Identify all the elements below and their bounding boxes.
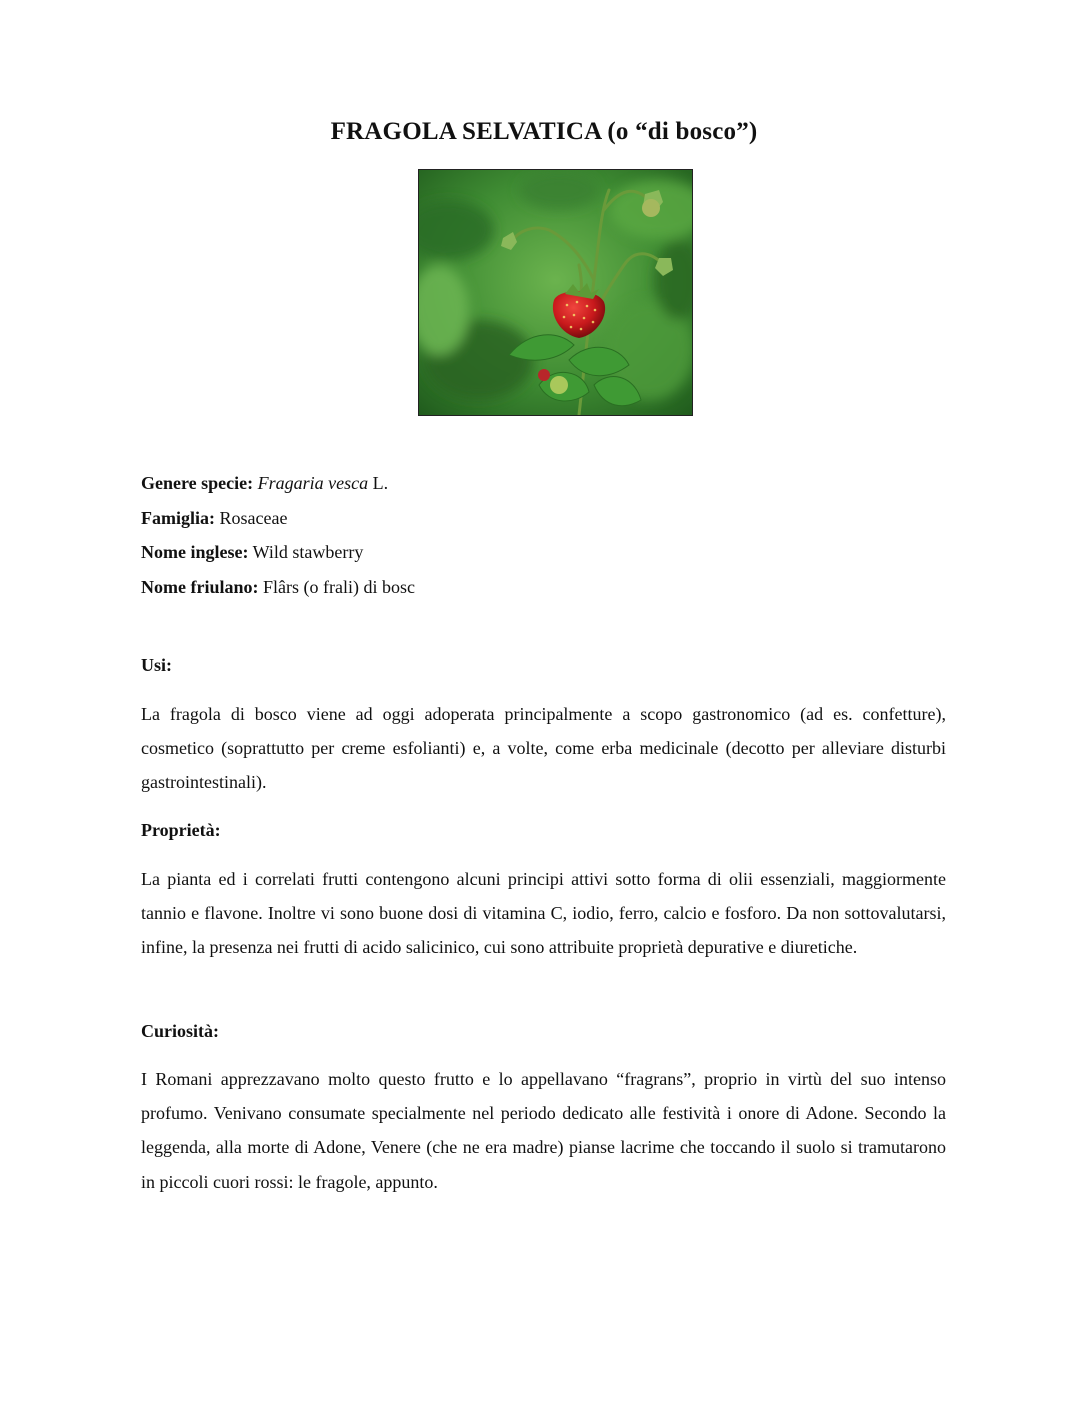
nome-inglese-row — [141, 535, 415, 570]
genere-value: Fragaria vesca — [257, 473, 369, 493]
usi-paragraph: La fragola di bosco viene ad oggi adoperata principalmente a scopo gastronomico (ad es. confetture), cosmetico (soprattutto per creme esfolianti) e, a volte, come erba medicinale (decotto per alleviare disturbi gastrointestinali). — [141, 704, 946, 793]
famiglia-row — [141, 501, 415, 536]
page-title: FRAGOLA SELVATICA (o “di bosco”) — [330, 118, 758, 145]
usi-heading: Usi: — [141, 655, 172, 675]
nome-friulano-label: Nome friulano: — [141, 576, 259, 597]
curiosita-paragraph: I Romani apprezzavano molto questo frutto e lo appellavano “fragrans”, proprio in virtù del suo intenso profumo. Venivano consumate specialmente nel periodo dedicato alle festività i onore di Adone. Secondo la leggenda, alla morte di Adone, Venere (che ne era madre) pianse lacrime che toccando il suolo si tramutarono in piccoli cuori rossi: le fragole, appunto. — [141, 1069, 946, 1192]
nome-inglese-label: Nome inglese: — [141, 542, 249, 562]
species-info — [141, 466, 415, 604]
famiglia-label: Famiglia: — [141, 507, 215, 528]
nome-friulano-row — [141, 570, 415, 605]
wild-strawberry-photo — [418, 169, 693, 416]
famiglia-value: Rosaceae — [215, 507, 288, 528]
genere-label: Genere specie: — [141, 473, 254, 493]
curiosita-heading: Curiosità: — [141, 1021, 219, 1041]
proprieta-paragraph: La pianta ed i correlati frutti contengono alcuni principi attivi sotto forma di olii essenziali, maggiormente tannio e flavone. Inoltre vi sono buone dosi di vitamina C, iodio, ferro, calcio e fosforo. Da non sottovalutarsi, infine, la presenza nei frutti di acido salicinico, cui sono attribuite proprietà depurative e diuretiche. — [141, 869, 946, 958]
nome-friulano-value: Flârs (o frali) di bosc — [258, 576, 415, 597]
proprieta-heading: Proprietà: — [141, 820, 221, 840]
genere-author: L. — [368, 473, 389, 493]
genere-row — [141, 466, 415, 501]
nome-inglese-value: Wild stawberry — [248, 542, 364, 562]
